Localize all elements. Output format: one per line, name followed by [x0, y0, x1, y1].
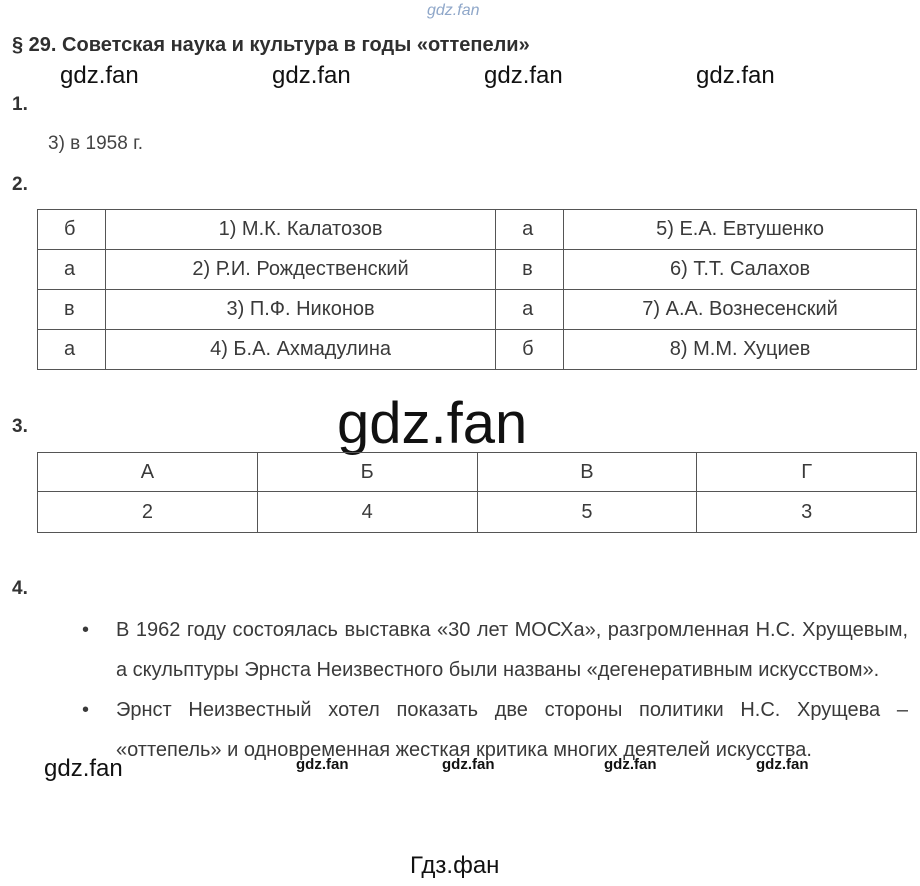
header-cell: Б — [257, 453, 477, 492]
question-2-number: 2. — [12, 174, 28, 195]
name-cell: 6) Т.Т. Салахов — [564, 250, 917, 290]
value-cell: 2 — [38, 492, 258, 533]
value-cell: 3 — [697, 492, 917, 533]
watermark: gdz.fan — [484, 62, 563, 89]
watermark: gdz.fan — [44, 755, 123, 782]
question-1-number: 1. — [12, 94, 28, 115]
question-2-table — [37, 209, 917, 370]
value-cell: 4 — [257, 492, 477, 533]
bullet-icon: • — [82, 619, 90, 641]
letter-cell: б — [496, 330, 564, 370]
watermark-small: gdz.fan — [756, 756, 809, 773]
watermark-small: gdz.fan — [442, 756, 495, 773]
watermark-large: gdz.fan — [337, 391, 528, 456]
watermark-small: gdz.fan — [604, 756, 657, 773]
table-row — [38, 210, 917, 250]
header-cell: В — [477, 453, 697, 492]
question-3-table — [37, 452, 917, 533]
header-cell: Г — [697, 453, 917, 492]
question-3-number: 3. — [12, 416, 28, 437]
table-row — [38, 330, 917, 370]
name-cell: 3) П.Ф. Никонов — [106, 290, 496, 330]
question-4-number: 4. — [12, 578, 28, 599]
section-title: § 29. Советская наука и культура в годы «оттепели» — [12, 34, 530, 56]
name-cell: 7) А.А. Вознесенский — [564, 290, 917, 330]
letter-cell: а — [38, 330, 106, 370]
watermark-bottom: Гдз.фан — [410, 852, 500, 879]
letter-cell: в — [38, 290, 106, 330]
watermark: gdz.fan — [60, 62, 139, 89]
table-row — [38, 290, 917, 330]
watermark: gdz.fan — [696, 62, 775, 89]
table-header-row — [38, 453, 917, 492]
watermark-small: gdz.fan — [296, 756, 349, 773]
letter-cell: а — [496, 290, 564, 330]
question-4-list — [82, 610, 908, 770]
name-cell: 8) М.М. Хуциев — [564, 330, 917, 370]
letter-cell: а — [496, 210, 564, 250]
value-cell: 5 — [477, 492, 697, 533]
question-1-answer: 3) в 1958 г. — [48, 133, 143, 154]
table-row — [38, 250, 917, 290]
name-cell: 5) Е.А. Евтушенко — [564, 210, 917, 250]
watermark: gdz.fan — [272, 62, 351, 89]
header-cell: А — [38, 453, 258, 492]
name-cell: 4) Б.А. Ахмадулина — [106, 330, 496, 370]
bullet-icon: • — [82, 699, 90, 721]
list-item-text: В 1962 году состоялась выставка «30 лет МОСХа», разгромленная Н.С. Хрущевым, а скульптуры Эрнста Неизвестного были названы «дегенеративным искусством». — [116, 619, 908, 681]
letter-cell: в — [496, 250, 564, 290]
watermark-top: gdz.fan — [427, 2, 480, 19]
list-item — [82, 610, 908, 690]
list-item-text: Эрнст Неизвестный хотел показать две стороны политики Н.С. Хрущева – «оттепель» и одновременная жесткая критика многих деятелей искусства. — [116, 699, 908, 761]
letter-cell: а — [38, 250, 106, 290]
table-row — [38, 492, 917, 533]
letter-cell: б — [38, 210, 106, 250]
name-cell: 2) Р.И. Рождественский — [106, 250, 496, 290]
name-cell: 1) М.К. Калатозов — [106, 210, 496, 250]
